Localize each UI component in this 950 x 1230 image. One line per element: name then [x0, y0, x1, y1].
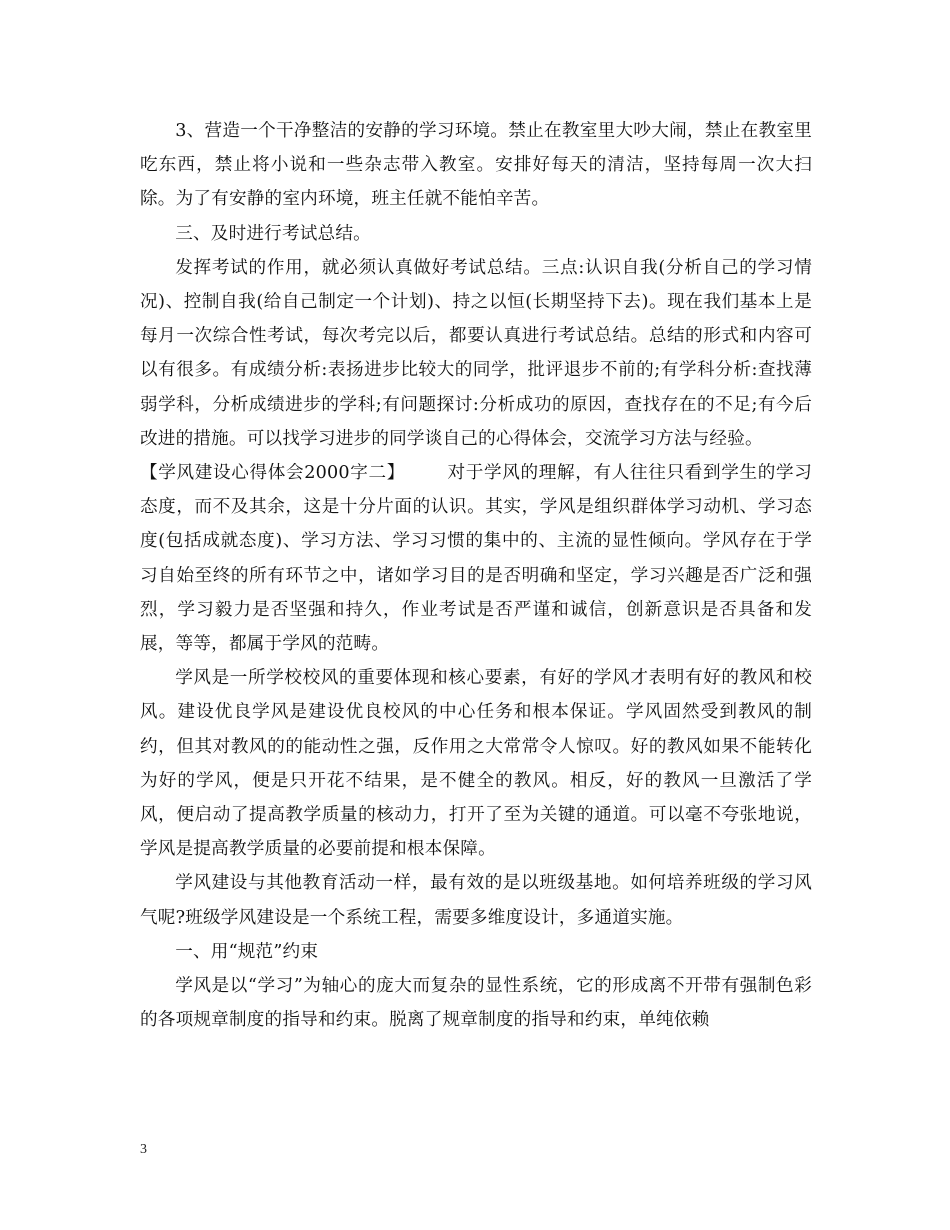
section-heading-1: 一、用“规范”约束 [175, 941, 319, 962]
paragraph-3-text: 对于学风的理解，有人往往只看到学生的学习态度，而不及其余，这是十分片面的认识。其实，学风是组织群体学习动机、学习态度(包括成就态度)、学习方法、学习习惯的集中的、主流的显性倾向。学风存在于学习自始至终的所有环节之中，诸如学习目的是否明确和坚定，学习兴趣是否广泛和强烈，学习毅力是否坚强和持久，作业考试是否严谨和诚信，创新意识是否具备和发展，等等，都属于学风的范畴。 [140, 463, 812, 655]
paragraph-3 [140, 456, 812, 661]
paragraph-6: 学风是以“学习”为轴心的庞大而复杂的显性系统，它的形成离不开带有强制色彩的各项规章制度的指导和约束。脱离了规章制度的指导和约束，单纯依赖 [140, 976, 812, 1031]
page-number: 3 [140, 1142, 147, 1157]
document-body [140, 114, 812, 1037]
paragraph-1: 3、营造一个干净整洁的安静的学习环境。禁止在教室里大吵大闹，禁止在教室里吃东西，禁止将小说和一些杂志带入教室。安排好每天的清洁，坚持每周一次大扫除。为了有安静的室内环境，班主任就不能怕辛苦。 [140, 121, 812, 210]
paragraph-2: 发挥考试的作用，就必须认真做好考试总结。三点:认识自我(分析自己的学习情况)、控制自我(给自己制定一个计划)、持之以恒(长期坚持下去)。现在我们基本上是每月一次综合性考试，每次考完以后，都要认真进行考试总结。总结的形式和内容可以有很多。有成绩分析:表扬进步比较大的同学，批评退步不前的;有学科分析:查找薄弱学科，分析成绩进步的学科;有问题探讨:分析成功的原因，查找存在的不足;有今后改进的措施。可以找学习进步的同学谈自己的心得体会，交流学习方法与经验。 [140, 257, 812, 449]
section-heading-3: 三、及时进行考试总结。 [175, 223, 371, 244]
article-heading: 【学风建设心得体会2000字二】 [140, 463, 406, 484]
paragraph-5: 学风建设与其他教育活动一样，最有效的是以班级基地。如何培养班级的学习风气呢?班级学风建设是一个系统工程，需要多维度设计，多通道实施。 [140, 873, 812, 928]
paragraph-4: 学风是一所学校校风的重要体现和核心要素，有好的学风才表明有好的教风和校风。建设优良学风是建设优良校风的中心任务和根本保证。学风固然受到教风的制约，但其对教风的的能动性之强，反作用之大常常令人惊叹。好的教风如果不能转化为好的学风，便是只开花不结果，是不健全的教风。相反，好的教风一旦激活了学风，便启动了提高教学质量的核动力，打开了至为关键的通道。可以毫不夸张地说，学风是提高教学质量的必要前提和根本保障。 [140, 668, 812, 860]
